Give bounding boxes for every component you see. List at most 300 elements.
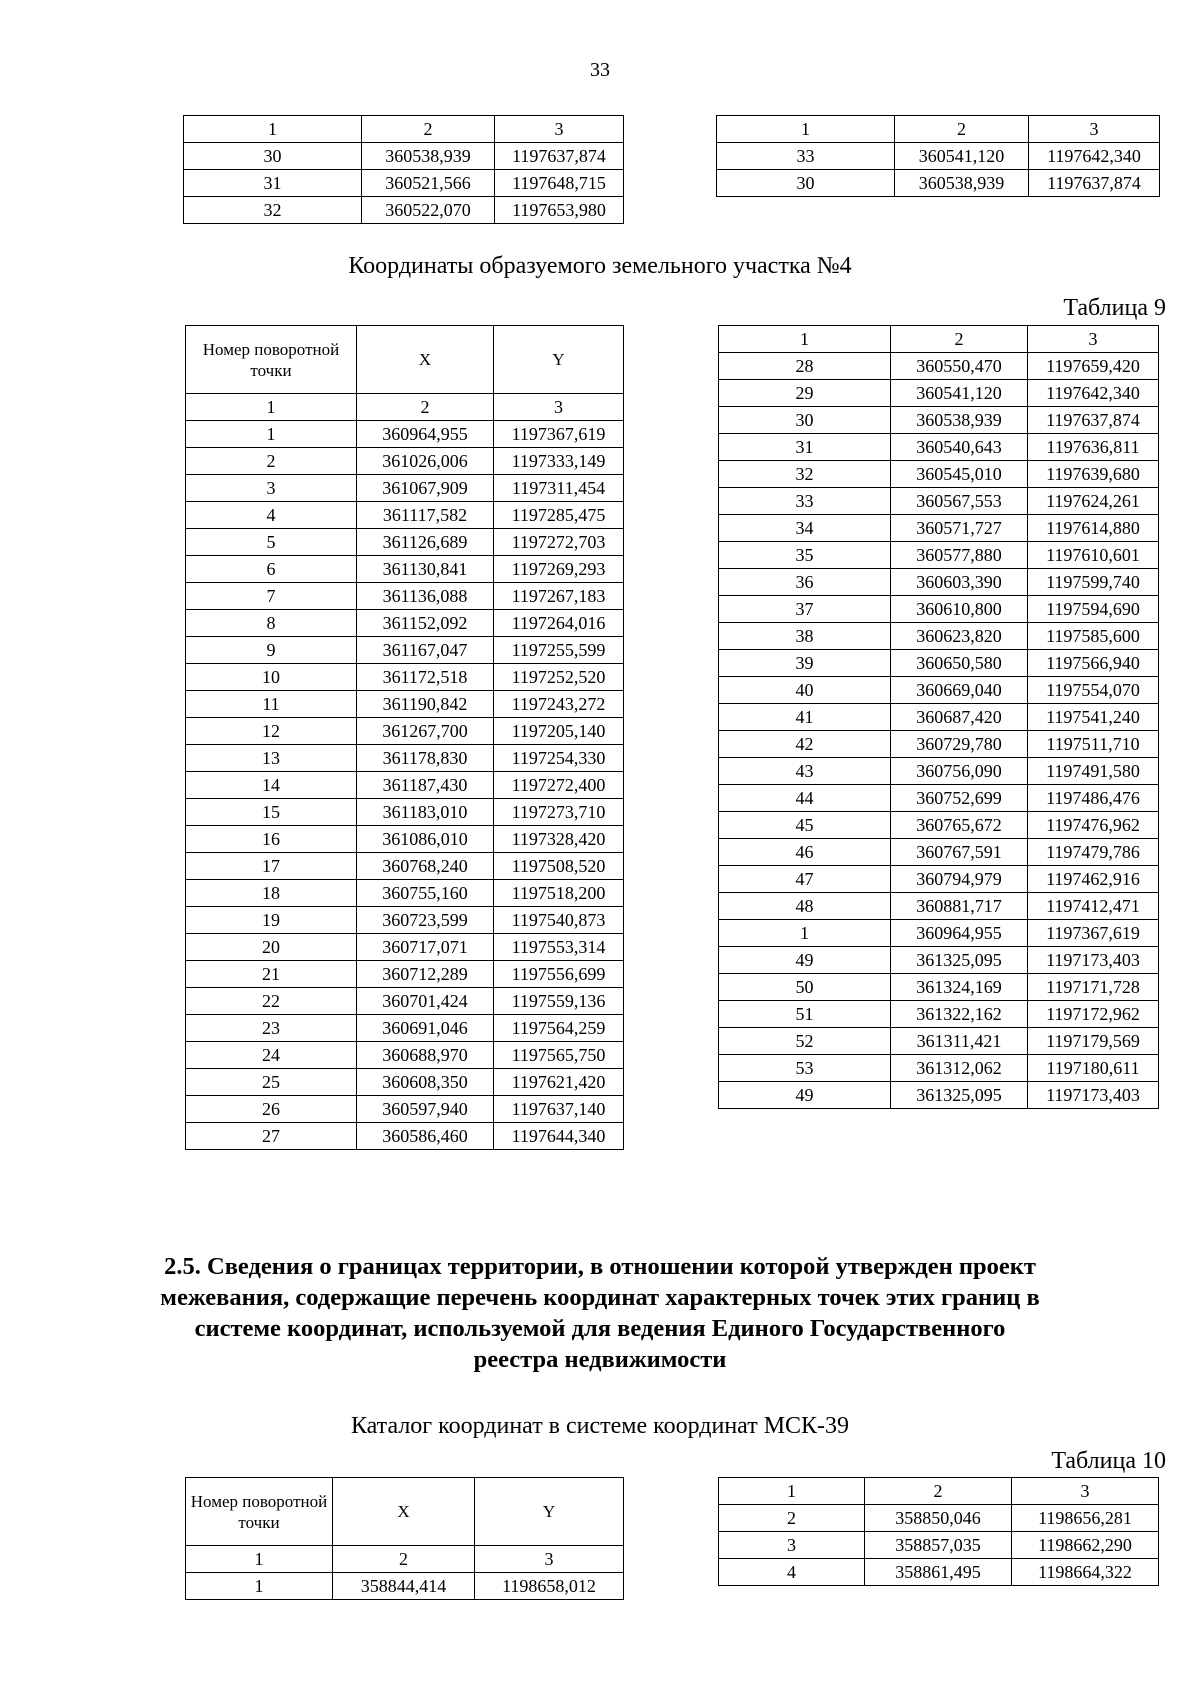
table-cell: 360608,350 [357, 1069, 494, 1096]
table-cell: 20 [186, 934, 357, 961]
table-row [717, 170, 1160, 197]
table-cell: 361136,088 [357, 583, 494, 610]
table-cell: 361026,006 [357, 448, 494, 475]
table-cell: 3 [475, 1546, 624, 1573]
table-row [186, 1096, 624, 1123]
table-row [719, 650, 1159, 677]
table-cell: 1197273,710 [494, 799, 624, 826]
table-cell: 32 [719, 461, 891, 488]
column-number-row [719, 326, 1159, 353]
table-cell: 1197518,200 [494, 880, 624, 907]
table-cell: 360881,717 [891, 893, 1028, 920]
table-cell: 2 [357, 394, 494, 421]
table-cell: 3 [494, 394, 624, 421]
table-cell: 1197637,874 [495, 143, 624, 170]
table-cell: 1197540,873 [494, 907, 624, 934]
table-cell: 360691,046 [357, 1015, 494, 1042]
table-9-left [185, 325, 624, 1150]
table-row [186, 421, 624, 448]
table-cell: 360567,553 [891, 488, 1028, 515]
table-cell: Y [475, 1478, 624, 1546]
table-cell: 1 [184, 116, 362, 143]
table-cell: 360755,160 [357, 880, 494, 907]
column-number-row [184, 116, 624, 143]
table-row [186, 718, 624, 745]
table-cell: 17 [186, 853, 357, 880]
table-row [186, 1015, 624, 1042]
table-row [719, 623, 1159, 650]
table-row [719, 704, 1159, 731]
table-cell: 1197659,420 [1028, 353, 1159, 380]
table-row [186, 745, 624, 772]
table-cell: 1197252,520 [494, 664, 624, 691]
table-row [719, 1082, 1159, 1109]
table-cell: 10 [186, 664, 357, 691]
table-10-left [185, 1477, 624, 1600]
table-row [719, 812, 1159, 839]
table-cell: 361130,841 [357, 556, 494, 583]
table-cell: 1197269,293 [494, 556, 624, 583]
table-cell: 46 [719, 839, 891, 866]
table-cell: 361190,842 [357, 691, 494, 718]
table-cell: 1197559,136 [494, 988, 624, 1015]
table-cell: 45 [719, 812, 891, 839]
table-cell: 29 [719, 380, 891, 407]
table-row [186, 799, 624, 826]
table-cell: 1197565,750 [494, 1042, 624, 1069]
table-cell: 1197491,580 [1028, 758, 1159, 785]
table-row [186, 448, 624, 475]
table-cell: 1 [719, 1478, 865, 1505]
table-cell: 358844,414 [333, 1573, 475, 1600]
table-cell: 360687,420 [891, 704, 1028, 731]
table-cell: 42 [719, 731, 891, 758]
table-cell: 361167,047 [357, 637, 494, 664]
table-cell: 1197243,272 [494, 691, 624, 718]
table-cell: 49 [719, 1082, 891, 1109]
table-cell: 1197171,728 [1028, 974, 1159, 1001]
table-cell: 35 [719, 542, 891, 569]
table-row [719, 947, 1159, 974]
table-cell: 1197637,140 [494, 1096, 624, 1123]
table-cell: 361312,062 [891, 1055, 1028, 1082]
table-cell: 48 [719, 893, 891, 920]
table-cell: 1197272,703 [494, 529, 624, 556]
table-cell: 361172,518 [357, 664, 494, 691]
table-cell: 4 [719, 1559, 865, 1586]
table-cell: 1198656,281 [1012, 1505, 1159, 1532]
table-cell: 1 [186, 1573, 333, 1600]
table-row [186, 826, 624, 853]
table-cell: 1197653,980 [495, 197, 624, 224]
table-cell: 1198658,012 [475, 1573, 624, 1600]
table-9-right [718, 325, 1159, 1109]
table-cell: 30 [719, 407, 891, 434]
table-row [719, 974, 1159, 1001]
table-cell: 358850,046 [865, 1505, 1012, 1532]
table-row [719, 1028, 1159, 1055]
table-row [186, 502, 624, 529]
table-cell: 33 [717, 143, 895, 170]
table-cell: 3 [495, 116, 624, 143]
table-cell: 360669,040 [891, 677, 1028, 704]
header-row [186, 1478, 624, 1546]
table-cell: 22 [186, 988, 357, 1015]
table-cell: 50 [719, 974, 891, 1001]
table-row [186, 475, 624, 502]
table-cell: 360538,939 [362, 143, 495, 170]
table-cell: 360752,699 [891, 785, 1028, 812]
table-cell: 1197648,715 [495, 170, 624, 197]
table-cell: 360538,939 [895, 170, 1029, 197]
table-cell: 1197264,016 [494, 610, 624, 637]
table-row [719, 731, 1159, 758]
table-row [186, 610, 624, 637]
table-row [719, 569, 1159, 596]
table-cell: 53 [719, 1055, 891, 1082]
continuation-table-left [183, 115, 624, 224]
table-cell: 25 [186, 1069, 357, 1096]
table-row [719, 785, 1159, 812]
table-cell: 361117,582 [357, 502, 494, 529]
table-cell: 34 [719, 515, 891, 542]
table-cell: 1197511,710 [1028, 731, 1159, 758]
table-cell: 360540,643 [891, 434, 1028, 461]
table-cell: 23 [186, 1015, 357, 1042]
table-cell: 1197205,140 [494, 718, 624, 745]
table-row [186, 880, 624, 907]
table-cell: 360701,424 [357, 988, 494, 1015]
table-row [719, 1055, 1159, 1082]
table-cell: 2 [186, 448, 357, 475]
table-cell: 14 [186, 772, 357, 799]
table-cell: 360767,591 [891, 839, 1028, 866]
table-9-label: Таблица 9 [1063, 295, 1166, 321]
table-cell: 360756,090 [891, 758, 1028, 785]
table-cell: 1197621,420 [494, 1069, 624, 1096]
table-cell: 360597,940 [357, 1096, 494, 1123]
table-row [186, 664, 624, 691]
table-row [719, 677, 1159, 704]
column-number-row [719, 1478, 1159, 1505]
table-row [186, 1042, 624, 1069]
table-cell: 19 [186, 907, 357, 934]
table-row [719, 839, 1159, 866]
table-cell: 28 [719, 353, 891, 380]
table-row [719, 1001, 1159, 1028]
table-row [186, 1069, 624, 1096]
table-cell: Номер поворотной точки [186, 1478, 333, 1546]
table-cell: 360550,470 [891, 353, 1028, 380]
table-cell: 360586,460 [357, 1123, 494, 1150]
table-cell: 1197476,962 [1028, 812, 1159, 839]
table-cell: 1 [717, 116, 895, 143]
table-cell: 1197285,475 [494, 502, 624, 529]
table-cell: X [333, 1478, 475, 1546]
table-cell: 360541,120 [891, 380, 1028, 407]
table-cell: 2 [719, 1505, 865, 1532]
table-row [184, 170, 624, 197]
table-row [186, 556, 624, 583]
table-cell: 361311,421 [891, 1028, 1028, 1055]
table-cell: 41 [719, 704, 891, 731]
table-cell: 40 [719, 677, 891, 704]
table-cell: 1197637,874 [1028, 407, 1159, 434]
table-row [186, 934, 624, 961]
table-cell: 1 [186, 421, 357, 448]
table-row [719, 1532, 1159, 1559]
table-cell: 1197173,403 [1028, 1082, 1159, 1109]
table-cell: 21 [186, 961, 357, 988]
table-cell: 360650,580 [891, 650, 1028, 677]
table-cell: 1198664,322 [1012, 1559, 1159, 1586]
table-cell: 1197644,340 [494, 1123, 624, 1150]
table-cell: 360545,010 [891, 461, 1028, 488]
column-number-row [186, 1546, 624, 1573]
table-row [719, 920, 1159, 947]
table-cell: 31 [719, 434, 891, 461]
table-cell: 49 [719, 947, 891, 974]
table-cell: 360571,727 [891, 515, 1028, 542]
table-row [719, 461, 1159, 488]
table-row [719, 380, 1159, 407]
table-cell: 11 [186, 691, 357, 718]
table-cell: 44 [719, 785, 891, 812]
table-cell: 1197180,611 [1028, 1055, 1159, 1082]
table-cell: 1197311,454 [494, 475, 624, 502]
table-cell: 1197486,476 [1028, 785, 1159, 812]
column-number-row [717, 116, 1160, 143]
table-row [186, 961, 624, 988]
table-cell: 1 [186, 394, 357, 421]
table-cell: 360729,780 [891, 731, 1028, 758]
table-cell: 360768,240 [357, 853, 494, 880]
table-cell: 1197254,330 [494, 745, 624, 772]
table-cell: 360522,070 [362, 197, 495, 224]
table-cell: 32 [184, 197, 362, 224]
table-row [186, 1573, 624, 1600]
table-cell: 43 [719, 758, 891, 785]
table-cell: 8 [186, 610, 357, 637]
table-cell: 1197172,962 [1028, 1001, 1159, 1028]
table-cell: 360623,820 [891, 623, 1028, 650]
table-row [186, 853, 624, 880]
section-2-5-heading: 2.5. Сведения о границах территории, в отношении которой утвержден проект межевания, содержащие перечень координат характерных точек этих границ в системе координат, используемой для ведения Единого Государственного реестра недвижимости [160, 1253, 1040, 1373]
table-cell: 361067,909 [357, 475, 494, 502]
table-cell: 1197367,619 [494, 421, 624, 448]
table-cell: 1 [719, 920, 891, 947]
table-row [719, 893, 1159, 920]
table-cell: 1197642,340 [1028, 380, 1159, 407]
table-cell: 361267,700 [357, 718, 494, 745]
table-cell: 18 [186, 880, 357, 907]
column-number-row [186, 394, 624, 421]
table-row [186, 691, 624, 718]
table-cell: 12 [186, 718, 357, 745]
table-cell: 15 [186, 799, 357, 826]
table-cell: 1197333,149 [494, 448, 624, 475]
table-cell: 361152,092 [357, 610, 494, 637]
table-cell: 1197585,600 [1028, 623, 1159, 650]
table-cell: 38 [719, 623, 891, 650]
table-cell: 2 [891, 326, 1028, 353]
table-cell: 358861,495 [865, 1559, 1012, 1586]
table-cell: 47 [719, 866, 891, 893]
table-cell: 2 [333, 1546, 475, 1573]
table-cell: 361325,095 [891, 1082, 1028, 1109]
table-cell: 1197554,070 [1028, 677, 1159, 704]
table-cell: 33 [719, 488, 891, 515]
table-cell: 3 [186, 475, 357, 502]
table-cell: 1197594,690 [1028, 596, 1159, 623]
table-cell: 5 [186, 529, 357, 556]
header-row [186, 326, 624, 394]
table-cell: 1197179,569 [1028, 1028, 1159, 1055]
table-cell: 361183,010 [357, 799, 494, 826]
table-cell: 360577,880 [891, 542, 1028, 569]
table-cell: 3 [1028, 326, 1159, 353]
table-cell: 360794,979 [891, 866, 1028, 893]
table-cell: 39 [719, 650, 891, 677]
table-row [719, 1559, 1159, 1586]
table-cell: 3 [1012, 1478, 1159, 1505]
table-row [186, 1123, 624, 1150]
page-number: 33 [590, 59, 610, 81]
table-cell: 7 [186, 583, 357, 610]
table-10-label: Таблица 10 [1051, 1448, 1166, 1474]
table-cell: 27 [186, 1123, 357, 1150]
table-row [186, 583, 624, 610]
plot-4-caption: Координаты образуемого земельного участка №4 [348, 253, 852, 279]
table-cell: 4 [186, 502, 357, 529]
table-cell: 1197462,916 [1028, 866, 1159, 893]
table-cell: 3 [1029, 116, 1160, 143]
table-cell: 1197508,520 [494, 853, 624, 880]
table-cell: 1197367,619 [1028, 920, 1159, 947]
table-row [184, 197, 624, 224]
table-row [186, 988, 624, 1015]
table-cell: 1197564,259 [494, 1015, 624, 1042]
table-cell: 26 [186, 1096, 357, 1123]
table-cell: 1197636,811 [1028, 434, 1159, 461]
table-cell: 37 [719, 596, 891, 623]
table-cell: 30 [184, 143, 362, 170]
table-cell: 2 [895, 116, 1029, 143]
table-cell: 1197642,340 [1029, 143, 1160, 170]
table-cell: 360964,955 [357, 421, 494, 448]
msk39-caption: Каталог координат в системе координат МСК-39 [350, 1413, 850, 1439]
table-cell: 1197541,240 [1028, 704, 1159, 731]
table-cell: 1197639,680 [1028, 461, 1159, 488]
table-cell: 360541,120 [895, 143, 1029, 170]
table-cell: 1197328,420 [494, 826, 624, 853]
table-row [719, 515, 1159, 542]
table-cell: 2 [865, 1478, 1012, 1505]
table-cell: 3 [719, 1532, 865, 1559]
table-row [719, 407, 1159, 434]
table-cell: 360765,672 [891, 812, 1028, 839]
table-cell: 361325,095 [891, 947, 1028, 974]
table-cell: 13 [186, 745, 357, 772]
table-cell: 1 [186, 1546, 333, 1573]
table-cell: Y [494, 326, 624, 394]
table-10-right [718, 1477, 1159, 1586]
table-cell: 1 [719, 326, 891, 353]
table-cell: 360688,970 [357, 1042, 494, 1069]
table-cell: 360610,800 [891, 596, 1028, 623]
table-cell: 1197412,471 [1028, 893, 1159, 920]
table-row [186, 637, 624, 664]
table-cell: 1197553,314 [494, 934, 624, 961]
table-cell: 31 [184, 170, 362, 197]
table-cell: 1197255,599 [494, 637, 624, 664]
table-row [717, 143, 1160, 170]
continuation-table-right [716, 115, 1160, 197]
table-row [719, 866, 1159, 893]
table-cell: 36 [719, 569, 891, 596]
table-row [719, 488, 1159, 515]
table-cell: 1197272,400 [494, 772, 624, 799]
table-cell: 361324,169 [891, 974, 1028, 1001]
table-row [184, 143, 624, 170]
table-cell: 1197624,261 [1028, 488, 1159, 515]
table-cell: X [357, 326, 494, 394]
table-cell: 1197479,786 [1028, 839, 1159, 866]
table-cell: 1197173,403 [1028, 947, 1159, 974]
table-row [719, 434, 1159, 461]
table-cell: 51 [719, 1001, 891, 1028]
table-cell: 361322,162 [891, 1001, 1028, 1028]
table-cell: 1197267,183 [494, 583, 624, 610]
table-cell: 360964,955 [891, 920, 1028, 947]
table-cell: 6 [186, 556, 357, 583]
table-row [186, 529, 624, 556]
table-cell: 360712,289 [357, 961, 494, 988]
table-cell: 1197637,874 [1029, 170, 1160, 197]
table-cell: 52 [719, 1028, 891, 1055]
table-cell: 1197610,601 [1028, 542, 1159, 569]
table-row [719, 542, 1159, 569]
table-cell: 361126,689 [357, 529, 494, 556]
table-row [719, 353, 1159, 380]
table-cell: 1197599,740 [1028, 569, 1159, 596]
table-cell: 360717,071 [357, 934, 494, 961]
table-cell: 360521,566 [362, 170, 495, 197]
table-cell: 1197566,940 [1028, 650, 1159, 677]
table-cell: 358857,035 [865, 1532, 1012, 1559]
table-cell: 360538,939 [891, 407, 1028, 434]
table-cell: 361086,010 [357, 826, 494, 853]
table-row [186, 772, 624, 799]
table-cell: 30 [717, 170, 895, 197]
table-cell: 1197614,880 [1028, 515, 1159, 542]
table-row [719, 758, 1159, 785]
table-cell: 361178,830 [357, 745, 494, 772]
table-cell: Номер поворотной точки [186, 326, 357, 394]
table-cell: 360723,599 [357, 907, 494, 934]
table-row [186, 907, 624, 934]
table-cell: 361187,430 [357, 772, 494, 799]
table-row [719, 596, 1159, 623]
table-row [719, 1505, 1159, 1532]
table-cell: 16 [186, 826, 357, 853]
table-cell: 360603,390 [891, 569, 1028, 596]
table-cell: 2 [362, 116, 495, 143]
table-cell: 1197556,699 [494, 961, 624, 988]
table-cell: 1198662,290 [1012, 1532, 1159, 1559]
table-cell: 9 [186, 637, 357, 664]
table-cell: 24 [186, 1042, 357, 1069]
